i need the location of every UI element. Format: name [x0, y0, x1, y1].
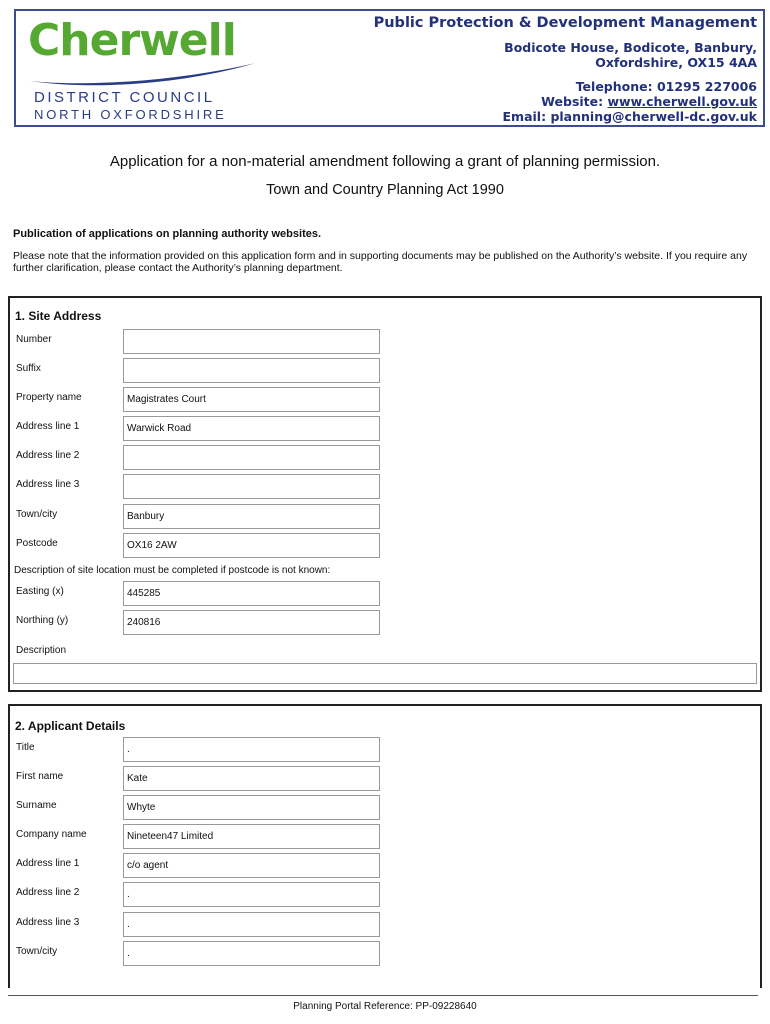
- address-line2-field[interactable]: [123, 445, 380, 470]
- portal-reference: Planning Portal Reference: PP-09228640: [293, 1001, 477, 1012]
- surname-field[interactable]: Whyte: [123, 795, 380, 820]
- company-name-field[interactable]: Nineteen47 Limited: [123, 824, 380, 849]
- section-title: 1. Site Address: [15, 309, 102, 323]
- title-field[interactable]: .: [123, 737, 380, 762]
- applicant-details-section: [8, 704, 762, 988]
- surname-label: Surname: [16, 800, 57, 811]
- suffix-field[interactable]: [123, 358, 380, 383]
- number-field[interactable]: [123, 329, 380, 354]
- council-name-line2: NORTH OXFORDSHIRE: [34, 107, 227, 122]
- address-line1-field[interactable]: c/o agent: [123, 853, 380, 878]
- cherwell-logo-wordmark: Cherwell: [28, 15, 236, 66]
- address-line1: Bodicote House, Bodicote, Banbury,: [504, 40, 757, 55]
- site-address-section: [8, 296, 762, 692]
- address-line2-label: Address line 2: [16, 887, 80, 898]
- address-line1-label: Address line 1: [16, 858, 80, 869]
- address-line1-label: Address line 1: [16, 421, 80, 432]
- address-line2-field[interactable]: .: [123, 882, 380, 907]
- address-line3-field[interactable]: .: [123, 912, 380, 937]
- town-field[interactable]: .: [123, 941, 380, 966]
- first-name-label: First name: [16, 771, 64, 782]
- email-link[interactable]: planning@cherwell-dc.gov.uk: [550, 109, 757, 124]
- telephone-number: 01295 227006: [656, 79, 757, 94]
- address-line3-label: Address line 3: [16, 479, 80, 490]
- email-line: [374, 109, 757, 124]
- northing-field[interactable]: 240816: [123, 610, 380, 635]
- address-line3-field[interactable]: [123, 474, 380, 499]
- telephone-line: [374, 79, 757, 94]
- title-label: Title: [16, 742, 35, 753]
- telephone-label: Telephone:: [575, 79, 653, 94]
- website-link[interactable]: www.cherwell.gov.uk: [607, 94, 757, 109]
- address-line3-label: Address line 3: [16, 917, 80, 928]
- section-title: 2. Applicant Details: [15, 719, 126, 733]
- easting-label: Easting (x): [16, 586, 64, 597]
- contact-block: [374, 15, 757, 124]
- postcode-label: Postcode: [16, 538, 58, 549]
- website-label: Website:: [541, 94, 604, 109]
- address-line2: Oxfordshire, OX15 4AA: [595, 55, 757, 70]
- website-line: [374, 94, 757, 109]
- publication-notice: Please note that the information provided on this application form and in supporting documents may be published on the Authority’s website. If you require any further clarification, please contact the Authority’s planning department.: [13, 250, 748, 274]
- location-note: Description of site location must be completed if postcode is not known:: [14, 565, 331, 576]
- description-field[interactable]: [13, 663, 757, 684]
- document-subtitle: Town and Country Planning Act 1990: [266, 182, 504, 198]
- description-label: Description: [16, 645, 67, 656]
- number-label: Number: [16, 334, 52, 345]
- publication-heading: Publication of applications on planning authority websites.: [13, 228, 322, 240]
- town-label: Town/city: [16, 946, 58, 957]
- first-name-field[interactable]: Kate: [123, 766, 380, 791]
- property-name-field[interactable]: Magistrates Court: [123, 387, 380, 412]
- address-line1-field[interactable]: Warwick Road: [123, 416, 380, 441]
- email-label: Email:: [502, 109, 547, 124]
- logo-swoosh-icon: [28, 57, 258, 87]
- department-name: Public Protection & Development Management: [373, 15, 757, 31]
- letterhead: [14, 9, 765, 127]
- town-field[interactable]: Banbury: [123, 504, 380, 529]
- council-name-line1: DISTRICT COUNCIL: [34, 89, 215, 106]
- property-name-label: Property name: [16, 392, 82, 403]
- address-line2-label: Address line 2: [16, 450, 80, 461]
- suffix-label: Suffix: [16, 363, 41, 374]
- postcode-field[interactable]: OX16 2AW: [123, 533, 380, 558]
- company-name-label: Company name: [16, 829, 87, 840]
- document-title: Application for a non-material amendment following a grant of planning permission.: [109, 153, 661, 170]
- town-label: Town/city: [16, 509, 58, 520]
- easting-field[interactable]: 445285: [123, 581, 380, 606]
- northing-label: Northing (y): [16, 615, 69, 626]
- footer-divider: [8, 995, 758, 996]
